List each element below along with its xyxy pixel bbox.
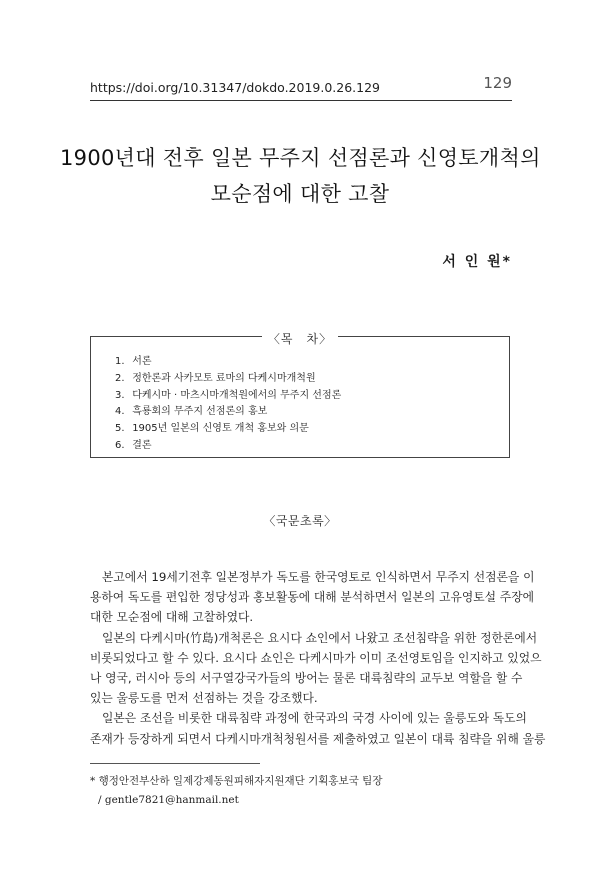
- toc-item: 2. 정한론과 사카모토 료마의 다케시마개척원: [115, 372, 316, 384]
- abstract-line: 일본의 다케시마(竹島)개척론은 요시다 쇼인에서 나왔고 조선침략을 위한 정한론에서: [102, 630, 538, 645]
- abstract-line: 일본은 조선을 비롯한 대륙침략 과정에 한국과의 국경 사이에 있는 울릉도와 독도의: [102, 711, 527, 726]
- abstract-line: 대한 모순점에 대해 고찰하였다.: [90, 610, 254, 625]
- paper-title: [60, 140, 540, 212]
- abstract-heading: 〈국문초록〉: [263, 514, 337, 528]
- abstract-line: 있는 울릉도를 먼저 선점하는 것을 강조했다.: [90, 691, 318, 706]
- footnote-affiliation: * 행정안전부산하 일제강제동원피해자지원재단 기획홍보국 팀장: [90, 775, 383, 787]
- toc-list: [115, 354, 341, 455]
- abstract-line: 본고에서 19세기전후 일본정부가 독도를 한국영토로 인식하면서 무주지 선점론을 이: [102, 570, 535, 584]
- abstract-body: [90, 567, 546, 749]
- abstract-line: 비롯되었다고 할 수 있다. 요시다 쇼인은 다케시마가 이미 조선영토임을 인지하고 있었으: [90, 650, 542, 665]
- footnote-email[interactable]: / gentle7821@hanmail.net: [98, 794, 239, 806]
- footnote: [90, 772, 382, 810]
- toc-item: 5. 1905년 일본의 신영토 개척 홍보와 의문: [115, 423, 309, 435]
- abstract-line: 나 영국, 러시아 등의 서구열강국가들의 방어는 물론 대륙침략의 교두보 역할을 할 수: [90, 671, 523, 686]
- abstract-line: 용하여 독도를 편입한 정당성과 홍보활동에 대해 분석하면서 일본의 고유영토설 주장에: [90, 590, 534, 605]
- toc-item: 3. 다케시마 · 마츠시마개척원에서의 무주지 선점론: [115, 389, 342, 401]
- page-number: 129: [483, 74, 512, 92]
- toc-heading: 〈목 차〉: [91, 328, 509, 347]
- title-line-1: 1900년대 전후 일본 무주지 선점론과 신영토개척의: [60, 146, 541, 170]
- toc-item: 6. 결론: [115, 439, 152, 451]
- table-of-contents: [90, 332, 510, 458]
- footnote-divider: [90, 763, 260, 764]
- doi-link[interactable]: https://doi.org/10.31347/dokdo.2019.0.26.129: [90, 80, 381, 95]
- toc-item: 1. 서론: [115, 356, 152, 367]
- header-divider: [90, 100, 512, 101]
- title-line-2: 모순점에 대한 고찰: [210, 182, 390, 206]
- author-name: 서 인 원*: [442, 254, 512, 270]
- toc-item: 4. 흑룡회의 무주지 선점론의 홍보: [115, 406, 268, 418]
- abstract-line: 존재가 등장하게 되면서 다케시마개척청원서를 제출하였고 일본이 대륙 침략을 위해 울릉: [90, 731, 546, 746]
